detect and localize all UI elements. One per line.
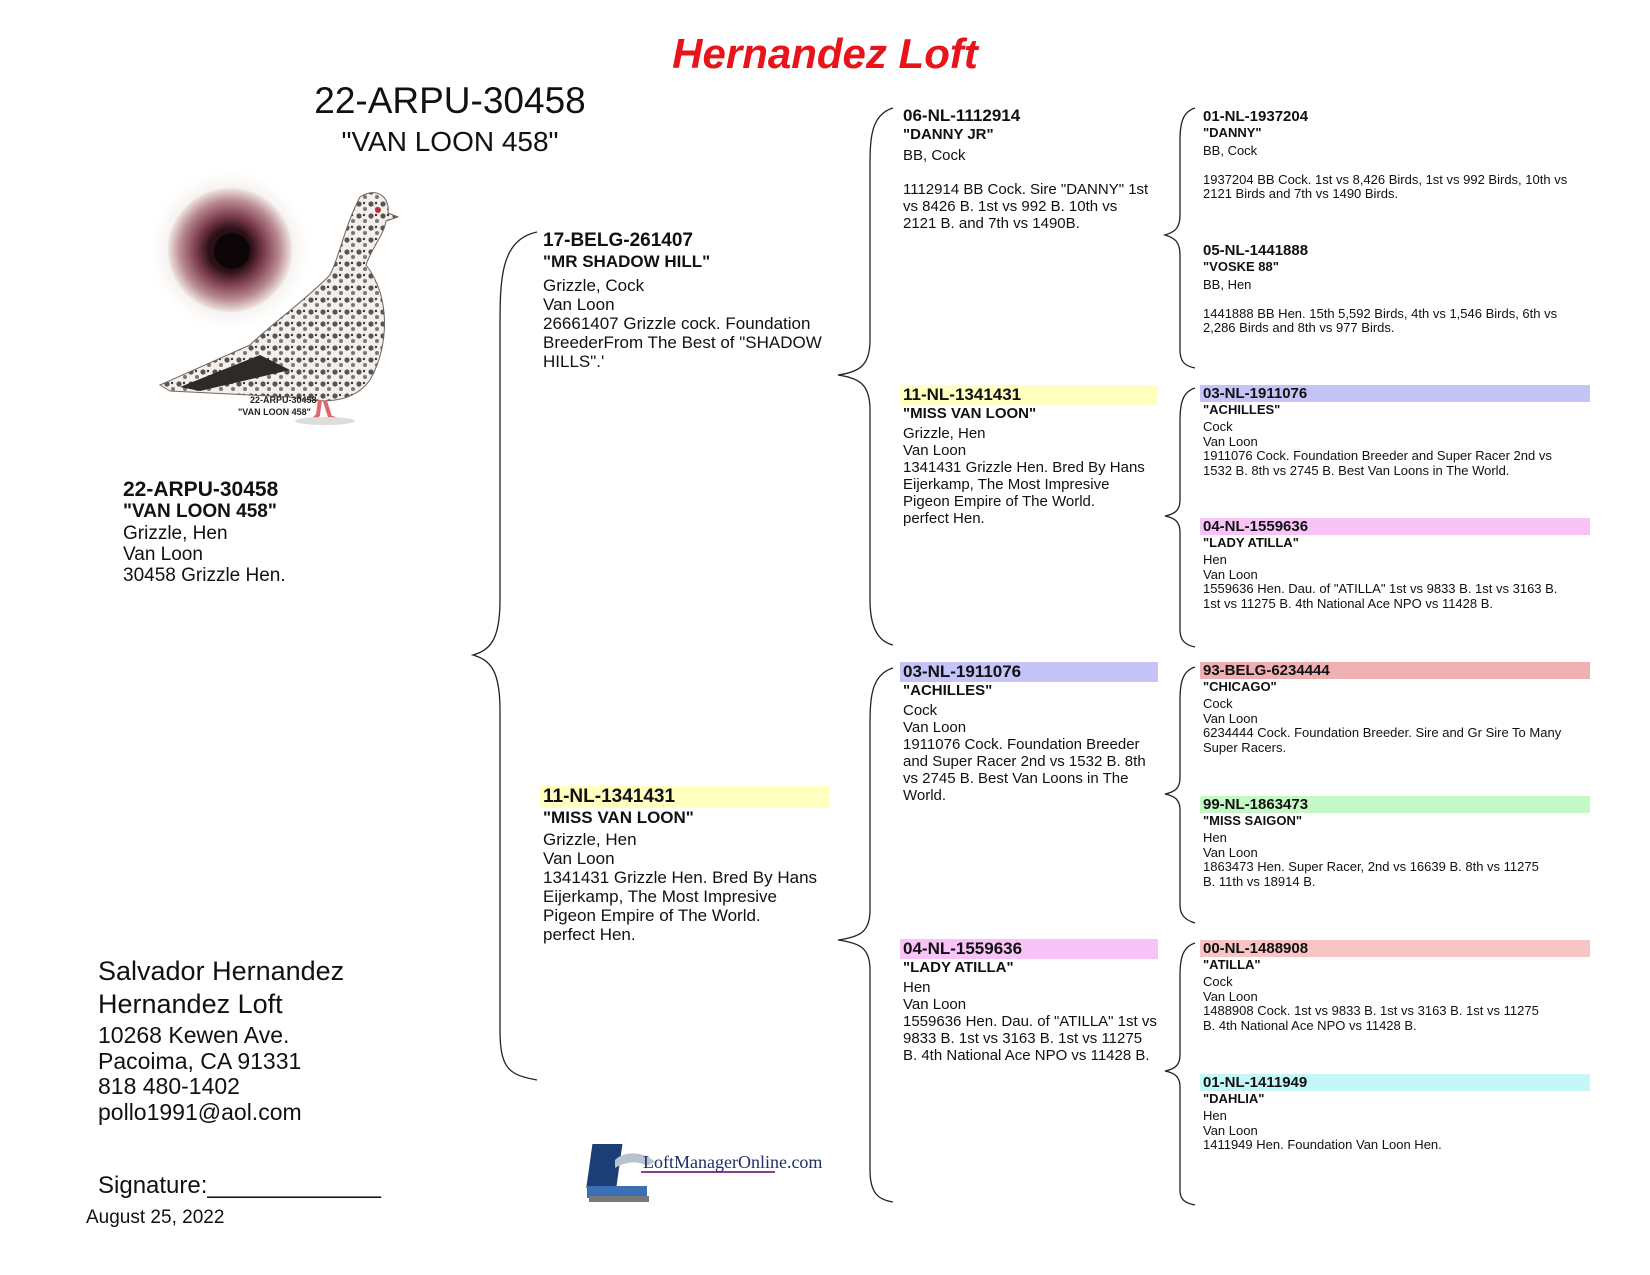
g3-5-name: "MISS SAIGON" <box>1203 813 1303 828</box>
photo-caption-band: 22-ARPU-30458 <box>250 395 317 405</box>
g3-5-strain: Van Loon <box>1203 844 1258 860</box>
sire-name: "MR SHADOW HILL" <box>543 252 711 271</box>
g2-0-name: "DANNY JR" <box>903 126 994 143</box>
g3-4-name: "CHICAGO" <box>1203 679 1277 694</box>
g2-3-band: 04-NL-1559636 <box>900 939 1158 959</box>
g3-7-band: 01-NL-1411949 <box>1200 1074 1590 1091</box>
g2-dam-sire-card <box>900 662 1158 804</box>
subject-band-heading: 22-ARPU-30458 <box>314 80 586 121</box>
owner-address1: 10268 Kewen Ave. <box>98 1022 290 1048</box>
sire-band: 17-BELG-261407 <box>543 230 693 251</box>
g3-4-card <box>1200 662 1590 755</box>
g2-2-color-sex: Cock <box>903 702 938 719</box>
g3-0-card <box>1200 108 1590 202</box>
owner-phone: 818 480-1402 <box>98 1073 240 1099</box>
g3-3-color-sex: Hen <box>1203 552 1227 567</box>
g2-sire-dam-card <box>900 385 1158 527</box>
dam-band: 11-NL-1341431 <box>540 786 830 808</box>
g2-2-strain: Van Loon <box>903 719 967 736</box>
g3-6-strain: Van Loon <box>1203 988 1258 1004</box>
g2-2-band: 03-NL-1911076 <box>900 662 1158 682</box>
g3-7-name: "DAHLIA" <box>1203 1091 1265 1106</box>
owner-name: Salvador Hernandez <box>98 956 345 986</box>
g3-0-color-sex: BB, Cock <box>1203 143 1258 158</box>
dam-name: "MISS VAN LOON" <box>543 808 694 827</box>
g3-2-desc: 1911076 Cock. Foundation Breeder and Super Racer 2nd vs 1532 B. 8th vs 2745 B. Best Van Loons in The World. <box>1203 448 1552 478</box>
g3-7-color-sex: Hen <box>1203 1108 1227 1123</box>
g3-3-name: "LADY ATILLA" <box>1203 535 1299 550</box>
g3-2-color-sex: Cock <box>1203 419 1233 434</box>
g2-1-strain: Van Loon <box>903 442 967 459</box>
g3-1-card <box>1200 242 1590 336</box>
dam-desc-2: perfect Hen. <box>543 925 636 944</box>
dam-color-sex: Grizzle, Hen <box>543 830 637 849</box>
g3-4-color-sex: Cock <box>1203 696 1233 711</box>
g3-4-strain: Van Loon <box>1203 710 1258 726</box>
signature-line: Signature:_____________ <box>98 1172 381 1199</box>
dam-strain: Van Loon <box>543 849 615 868</box>
g3-6-band: 00-NL-1488908 <box>1200 940 1590 957</box>
owner-info <box>98 955 344 1125</box>
subject-name-heading: "VAN LOON 458" <box>341 126 559 157</box>
g3-1-band: 05-NL-1441888 <box>1203 242 1309 259</box>
g2-1-desc-2: perfect Hen. <box>903 510 985 527</box>
g2-0-desc: 1112914 BB Cock. Sire "DANNY" 1st vs 8426 B. 1st vs 992 B. 10th vs 2121 B. and 7th vs 1490B. <box>903 181 1149 232</box>
g2-1-band: 11-NL-1341431 <box>900 385 1158 405</box>
g3-3-strain: Van Loon <box>1203 566 1258 582</box>
g3-2-band: 03-NL-1911076 <box>1200 385 1590 402</box>
photo-caption-name: "VAN LOON 458" <box>238 407 311 417</box>
g3-3-card <box>1200 518 1590 611</box>
g2-3-strain: Van Loon <box>903 996 967 1013</box>
g3-5-color-sex: Hen <box>1203 830 1227 845</box>
loftmanager-logo <box>585 1140 823 1205</box>
g3-5-card <box>1200 796 1590 889</box>
loft-title: Hernandez Loft <box>672 30 978 77</box>
sire-color-sex: Grizzle, Cock <box>543 276 645 295</box>
g2-sire-sire-card <box>900 106 1150 232</box>
g2-2-name: "ACHILLES" <box>903 682 993 699</box>
g3-1-desc: 1441888 BB Hen. 15th 5,592 Birds, 4th vs 1,546 Birds, 6th vs 2,286 Birds and 8th vs 977 Birds. <box>1203 305 1558 335</box>
logo-text: LoftManagerOnline.com <box>643 1152 823 1172</box>
subject-strain: Van Loon <box>123 544 203 565</box>
g3-6-color-sex: Cock <box>1203 974 1233 989</box>
g2-2-desc: 1911076 Cock. Foundation Breeder and Super Racer 2nd vs 1532 B. 8th vs 2745 B. Best Van Loons in The World. <box>903 736 1146 804</box>
g3-2-name: "ACHILLES" <box>1203 402 1281 417</box>
g3-6-desc: 1488908 Cock. 1st vs 9833 B. 1st vs 3163 B. 1st vs 11275 B. 4th National Ace NPO vs 11428 B. <box>1203 1003 1539 1033</box>
dam-desc: 1341431 Grizzle Hen. Bred By Hans Eijerkamp, The Most Impresive Pigeon Empire of The World. <box>543 868 818 925</box>
g3-5-desc: 1863473 Hen. Super Racer, 2nd vs 16639 B. 8th vs 11275 B. 11th vs 18914 B. <box>1203 859 1539 889</box>
g3-0-desc: 1937204 BB Cock. 1st vs 8,426 Birds, 1st vs 992 Birds, 10th vs 2121 Birds and 7th vs 1490 Birds. <box>1203 171 1568 201</box>
g3-7-desc: 1411949 Hen. Foundation Van Loon Hen. <box>1203 1137 1442 1152</box>
owner-address2: Pacoima, CA 91331 <box>98 1047 302 1074</box>
g3-1-color-sex: BB, Hen <box>1203 277 1252 292</box>
sire-desc: 26661407 Grizzle cock. Foundation BreederFrom The Best of "SHADOW HILLS".' <box>543 314 822 371</box>
g3-1-name: "VOSKE 88" <box>1203 259 1279 274</box>
owner-loft: Hernandez Loft <box>98 989 283 1019</box>
sire-strain: Van Loon <box>543 295 615 314</box>
g2-3-color-sex: Hen <box>903 979 931 996</box>
g2-1-name: "MISS VAN LOON" <box>903 405 1037 422</box>
g2-1-desc: 1341431 Grizzle Hen. Bred By Hans Eijerkamp, The Most Impresive Pigeon Empire of The World. <box>903 459 1145 510</box>
g3-6-name: "ATILLA" <box>1203 957 1261 972</box>
g3-7-strain: Van Loon <box>1203 1122 1258 1138</box>
g3-3-band: 04-NL-1559636 <box>1200 518 1590 535</box>
sire-card <box>540 230 825 371</box>
g3-6-card <box>1200 940 1590 1033</box>
subject-name: "VAN LOON 458" <box>123 501 277 522</box>
g3-0-band: 01-NL-1937204 <box>1203 108 1309 125</box>
subject-desc: 30458 Grizzle Hen. <box>123 565 286 586</box>
g3-2-strain: Van Loon <box>1203 433 1258 449</box>
g2-3-desc: 1559636 Hen. Dau. of "ATILLA" 1st vs 9833 B. 1st vs 3163 B. 1st vs 11275 B. 4th National Ace NPO vs 11428 B. <box>903 1013 1157 1064</box>
g3-4-desc: 6234444 Cock. Foundation Breeder. Sire and Gr Sire To Many Super Racers. <box>1203 725 1562 755</box>
owner-email: pollo1991@aol.com <box>98 1098 302 1125</box>
subject-band: 22-ARPU-30458 <box>123 478 279 501</box>
g3-0-name: "DANNY" <box>1203 125 1262 140</box>
g2-dam-dam-card <box>900 939 1158 1064</box>
g3-4-band: 93-BELG-6234444 <box>1200 662 1590 679</box>
dam-card <box>540 786 830 944</box>
g3-5-band: 99-NL-1863473 <box>1200 796 1590 813</box>
g2-0-color-sex: BB, Cock <box>903 147 966 164</box>
g3-7-card <box>1200 1074 1590 1153</box>
g2-0-band: 06-NL-1112914 <box>903 106 1021 125</box>
g2-3-name: "LADY ATILLA" <box>903 959 1014 976</box>
g3-3-desc: 1559636 Hen. Dau. of "ATILLA" 1st vs 9833 B. 1st vs 3163 B. 1st vs 11275 B. 4th National Ace NPO vs 11428 B. <box>1203 581 1558 611</box>
g3-2-card <box>1200 385 1590 478</box>
print-date: August 25, 2022 <box>86 1207 225 1228</box>
subject-color-sex: Grizzle, Hen <box>123 523 228 544</box>
g2-1-color-sex: Grizzle, Hen <box>903 425 986 442</box>
